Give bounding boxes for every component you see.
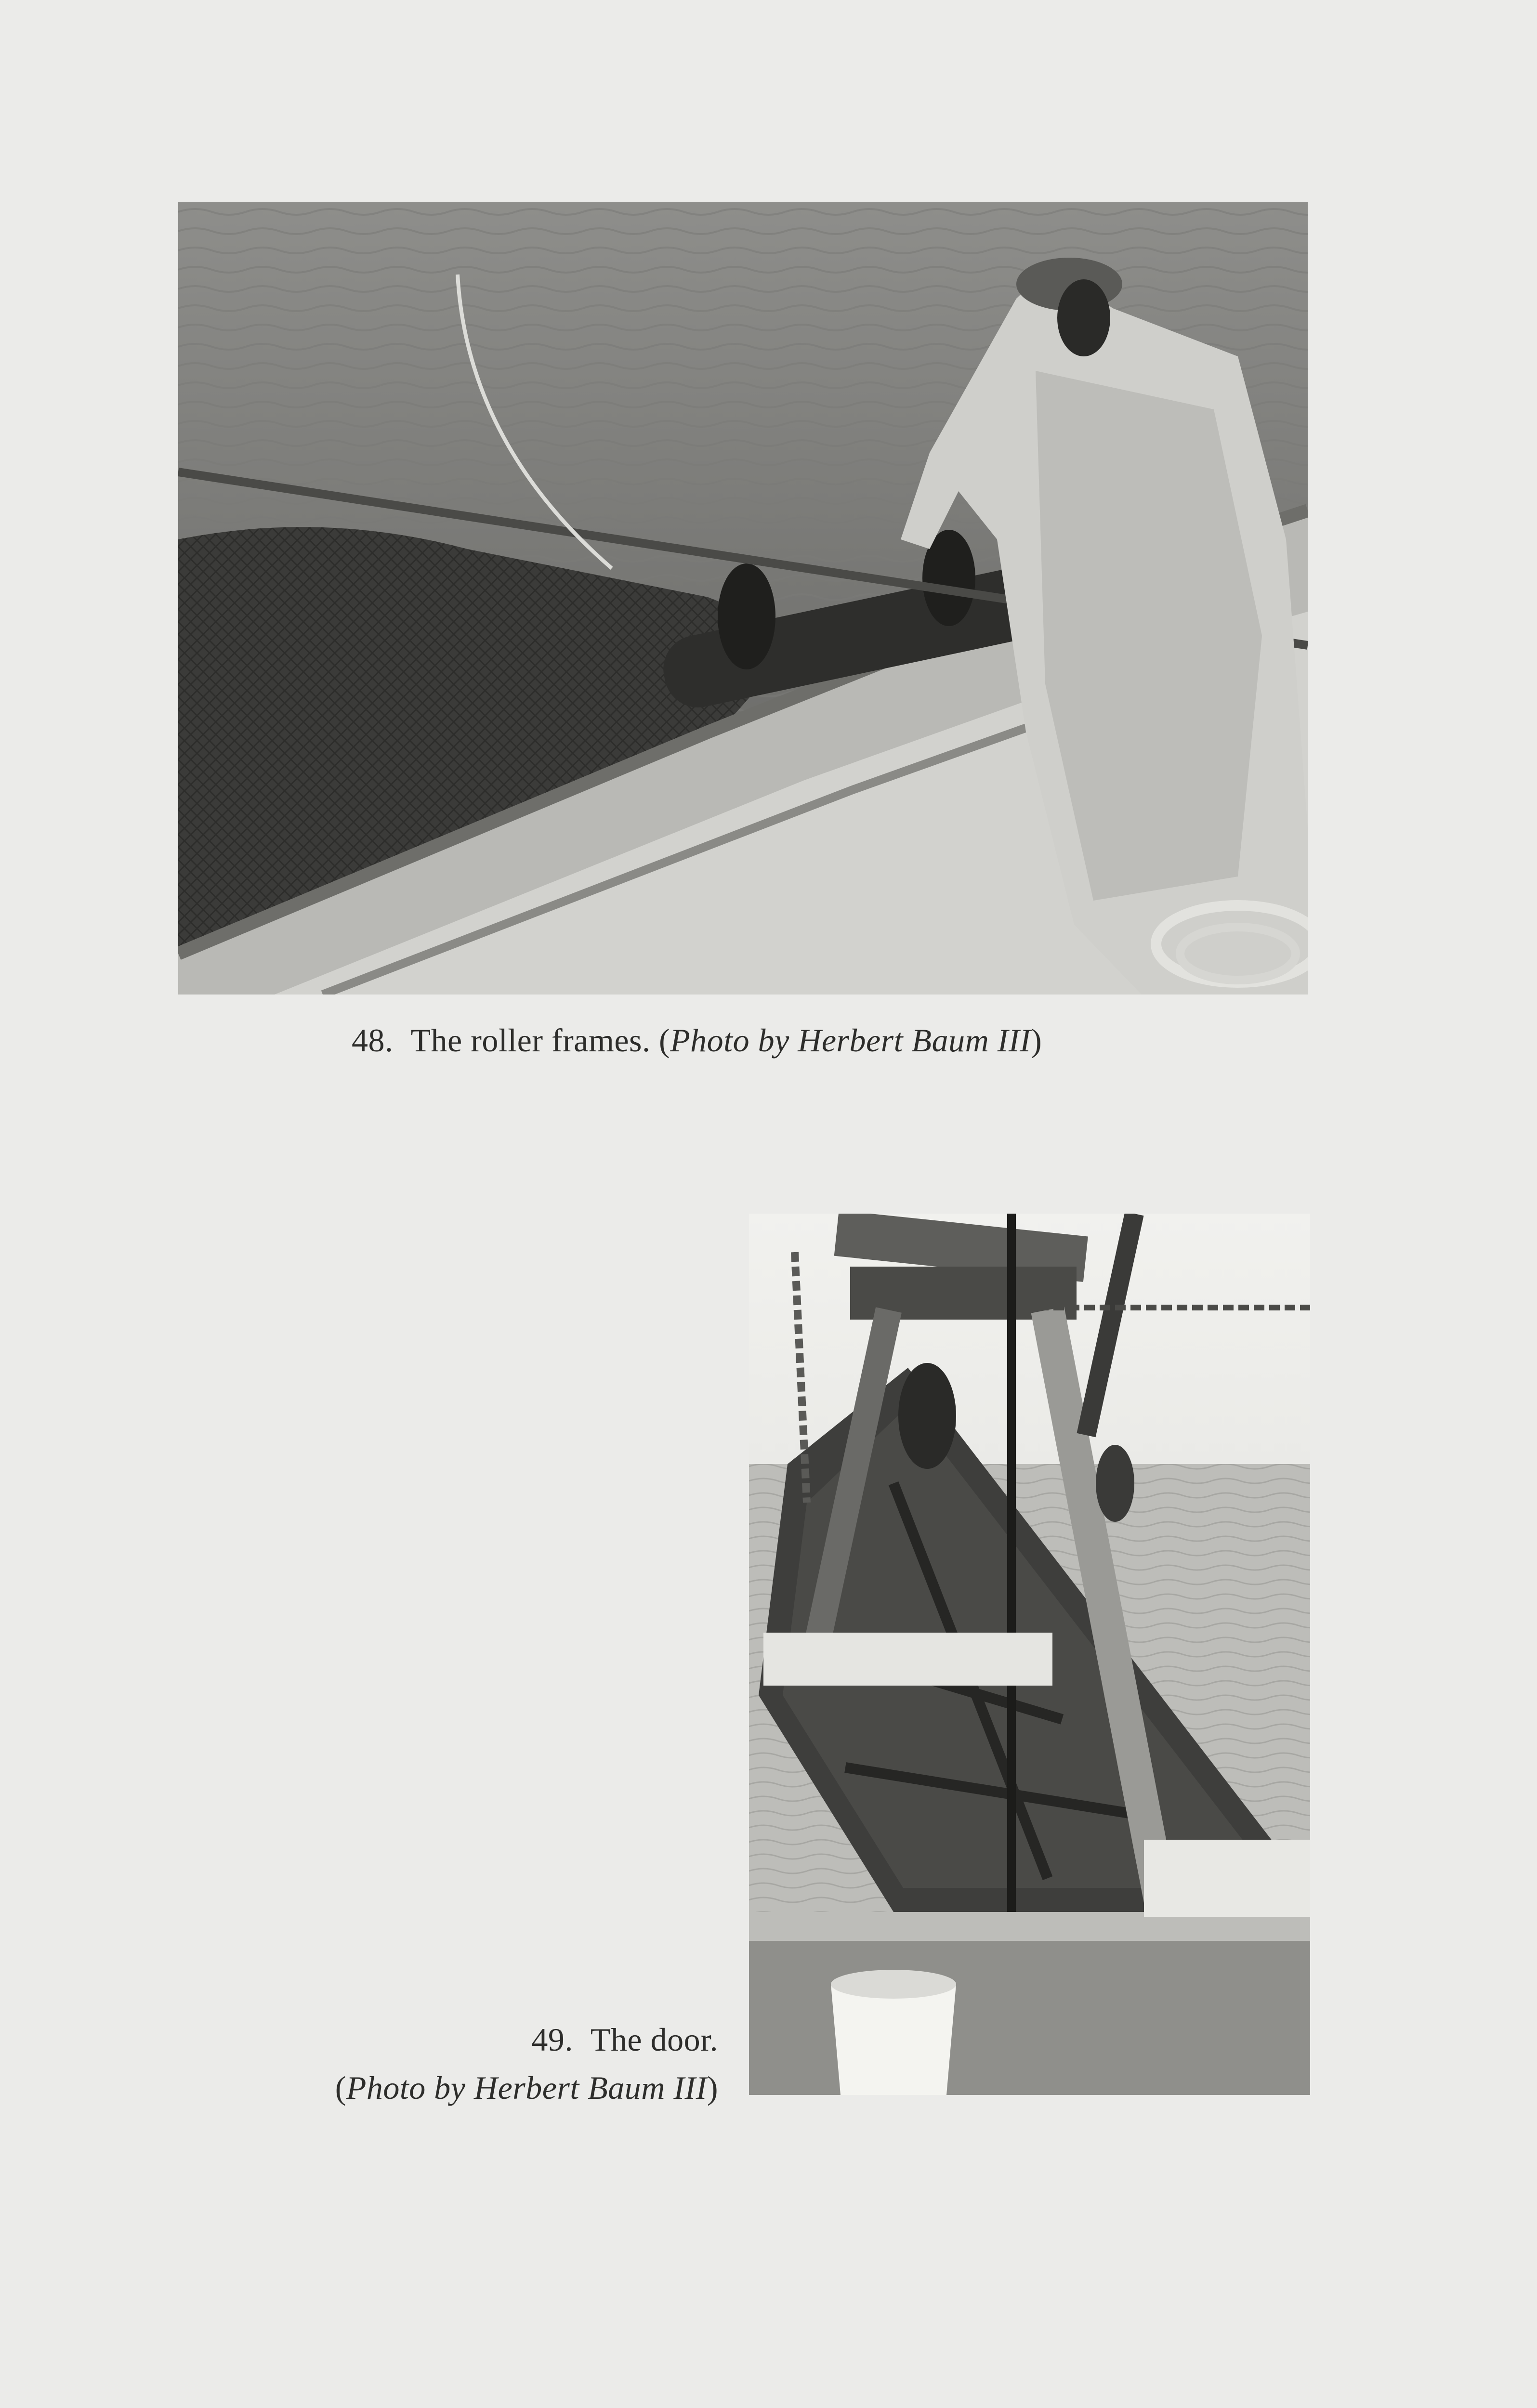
figure-48-credit-open: ( (658, 1022, 670, 1059)
figure-48-caption (352, 1016, 1170, 1064)
photo-roller-frames (178, 202, 1308, 995)
figure-48-credit-close: ) (1031, 1022, 1042, 1059)
roller-frames-image (178, 202, 1308, 995)
door-image (749, 1214, 1310, 2095)
figure-48-credit: Photo by Herbert Baum III (670, 1022, 1031, 1059)
photo-door (749, 1214, 1310, 2095)
figure-49-credit-line (335, 2064, 718, 2112)
figure-48-text: The roller frames. (410, 1022, 651, 1059)
figure-49-credit-open: ( (335, 2069, 346, 2106)
figure-49-credit: Photo by Herbert Baum III (346, 2069, 707, 2106)
figure-49-title-line (335, 2015, 718, 2064)
figure-49-text: The door. (590, 2021, 718, 2058)
figure-48-number: 48. (352, 1022, 394, 1059)
figure-49-caption (335, 2015, 718, 2112)
figure-49-credit-close: ) (707, 2069, 718, 2106)
figure-49-number: 49. (531, 2021, 573, 2058)
